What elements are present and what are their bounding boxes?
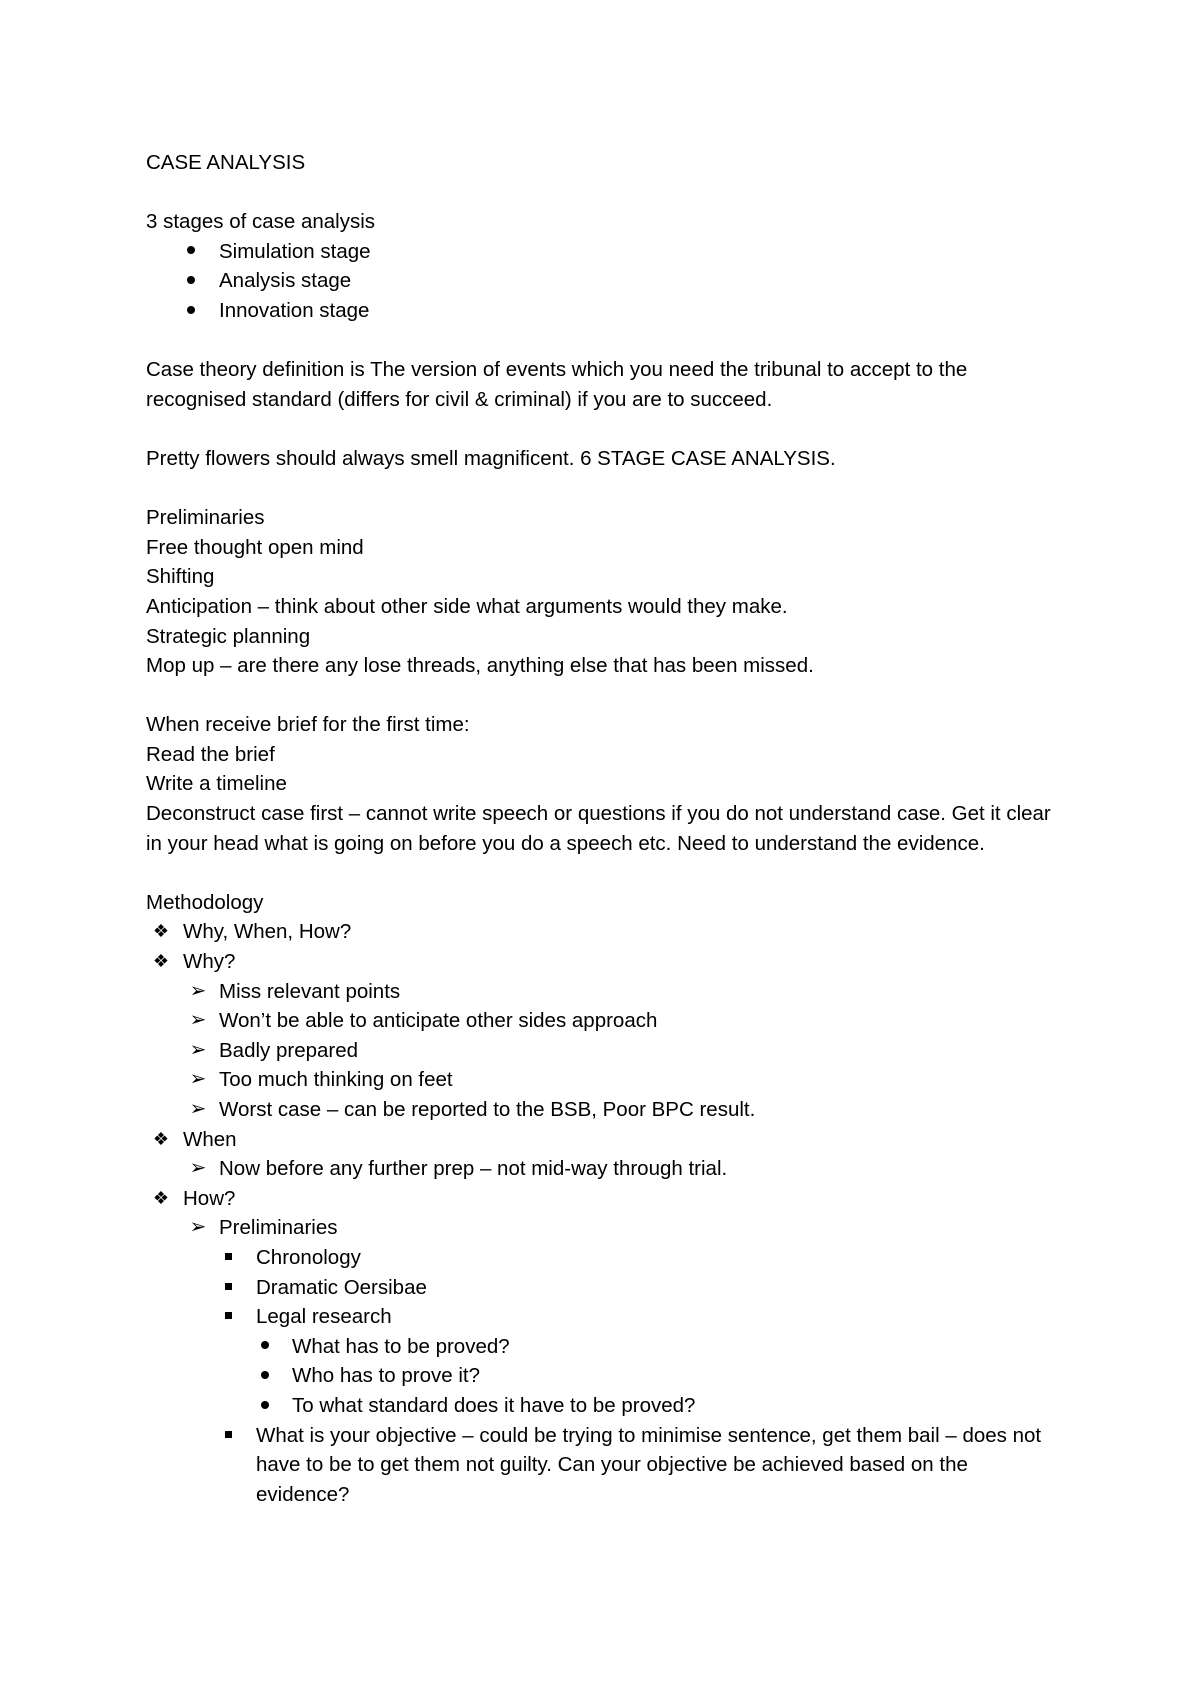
list-item: What has to be proved? — [146, 1332, 1066, 1362]
bullet-dot-icon — [250, 1332, 280, 1362]
diamond-bullet-icon: ❖ — [152, 1187, 170, 1208]
list-item: ❖ When — [146, 1125, 1066, 1155]
six-stage-item: Shifting — [146, 565, 215, 589]
list-item: Simulation stage — [146, 237, 1066, 267]
list-item: ❖ How? — [146, 1184, 1066, 1214]
six-stage-item: Anticipation – think about other side what arguments would they make. — [146, 594, 788, 618]
list-item: What is your objective – could be trying to minimise sentence, get them bail – does not have to be to get them not guilty. Can your objective be achieved based on the evidence? — [146, 1421, 1066, 1510]
methodology-heading: Methodology — [146, 890, 264, 914]
arrow-bullet-icon: ➢ — [189, 1157, 207, 1180]
spacer — [146, 858, 1066, 888]
list-item: Analysis stage — [146, 266, 1066, 296]
list-item: ❖ Why, When, How? — [146, 917, 1066, 947]
brief-step: Write a timeline — [146, 772, 287, 796]
arrow-bullet-icon: ➢ — [189, 1038, 207, 1061]
square-bullet-icon — [213, 1302, 243, 1332]
methodology-list — [146, 917, 1066, 1509]
six-stage-item: Mop up – are there any lose threads, anything else that has been missed. — [146, 654, 814, 678]
list-item: ➢ Won’t be able to anticipate other sides approach — [146, 1006, 1066, 1036]
document-title: CASE ANALYSIS — [146, 151, 306, 174]
arrow-bullet-icon: ➢ — [189, 1098, 207, 1120]
diamond-bullet-icon: ❖ — [152, 951, 170, 972]
square-bullet-icon — [213, 1421, 243, 1451]
bullet-dot-icon — [176, 296, 206, 326]
list-item: Dramatic Oersibae — [146, 1273, 1066, 1303]
stages-list — [146, 237, 1066, 326]
square-bullet-icon — [213, 1273, 243, 1303]
arrow-bullet-icon: ➢ — [189, 1068, 207, 1091]
brief-intro: When receive brief for the first time: — [146, 713, 470, 737]
bullet-dot-icon — [176, 266, 206, 296]
six-stage-item: Strategic planning — [146, 624, 311, 648]
brief-step: Read the brief — [146, 742, 275, 766]
list-item: To what standard does it have to be proved? — [146, 1391, 1066, 1421]
spacer — [146, 681, 1066, 711]
diamond-bullet-icon: ❖ — [152, 1128, 170, 1149]
diamond-bullet-icon: ❖ — [152, 921, 170, 942]
bullet-dot-icon — [250, 1391, 280, 1421]
list-item: ➢ Too much thinking on feet — [146, 1065, 1066, 1095]
list-item: Legal research — [146, 1302, 1066, 1332]
arrow-bullet-icon: ➢ — [189, 1009, 207, 1032]
list-item: Who has to prove it? — [146, 1361, 1066, 1391]
mnemonic-paragraph: Pretty flowers should always smell magnificent. 6 STAGE CASE ANALYSIS. — [146, 446, 836, 470]
list-item: ➢ Badly prepared — [146, 1036, 1066, 1066]
stages-intro: 3 stages of case analysis — [146, 210, 376, 234]
arrow-bullet-icon: ➢ — [189, 1216, 207, 1239]
brief-step: Deconstruct case first – cannot write speech or questions if you do not understand case. Get it clear in your head what is going on before you do a speech etc. Need to understand the evidence. — [146, 802, 1051, 855]
list-item: ➢ Now before any further prep – not mid-way through trial. — [146, 1154, 1066, 1184]
square-bullet-icon — [213, 1243, 243, 1273]
six-stage-item: Free thought open mind — [146, 535, 364, 559]
spacer — [146, 178, 1066, 208]
spacer — [146, 414, 1066, 444]
list-item: ❖ Why? — [146, 947, 1066, 977]
six-stage-item: Preliminaries — [146, 506, 265, 530]
list-item: ➢ Preliminaries — [146, 1213, 1066, 1243]
spacer — [146, 326, 1066, 356]
document-body — [146, 148, 1066, 1509]
arrow-bullet-icon: ➢ — [189, 979, 207, 1002]
bullet-dot-icon — [176, 237, 206, 267]
list-item: Chronology — [146, 1243, 1066, 1273]
list-item: ➢ Worst case – can be reported to the BSB, Poor BPC result. — [146, 1095, 1066, 1125]
bullet-dot-icon — [250, 1361, 280, 1391]
case-theory-paragraph: Case theory definition is The version of events which you need the tribunal to accept to the recognised standard (differs for civil & criminal) if you are to succeed. — [146, 358, 968, 411]
list-item: Innovation stage — [146, 296, 1066, 326]
spacer — [146, 474, 1066, 504]
list-item: ➢ Miss relevant points — [146, 977, 1066, 1007]
